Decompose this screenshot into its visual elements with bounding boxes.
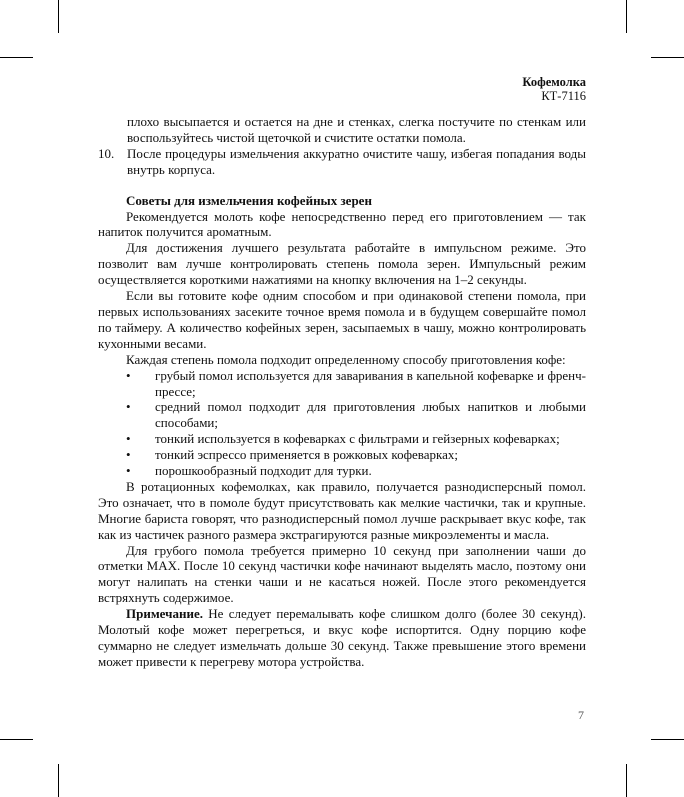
item-text: После процедуры измельчения аккуратно очистите чашу, избегая попадания воды внутрь корпуса. [127, 145, 586, 177]
list-item: • средний помол подходит для приготовления любых напитков и любыми способами; [126, 399, 586, 431]
crop-mark-top-left [58, 0, 59, 33]
list-item: • тонкий используется в кофеварках с фильтрами и гейзерных кофеварках; [126, 431, 560, 447]
bullet-icon: • [126, 447, 131, 463]
item-number: 10. [98, 145, 115, 161]
crop-mark-bottom-left [58, 764, 59, 797]
bullet-icon: • [126, 463, 131, 479]
bullet-icon: • [126, 367, 131, 383]
page-header [522, 75, 586, 103]
header-model: КТ-7116 [541, 89, 586, 103]
note-text: Не следует перемалывать кофе слишком долго (более 30 секунд). Молотый кофе может перегреться, и вкус кофе испортится. Одну порцию кофе суммарно не следует измельчать дольше 30 секунд. Также превышение этого времени может привести к перегреву мотора устройства. [98, 606, 586, 669]
section-heading: Советы для измельчения кофейных зерен [126, 192, 372, 208]
bullet-icon: • [126, 399, 131, 415]
page-content [98, 114, 586, 670]
crop-mark-bottom-right [626, 764, 627, 797]
note-paragraph [98, 606, 586, 670]
crop-mark-top-right [626, 0, 627, 33]
paragraph: Рекомендуется молоть кофе непосредственно перед его приготовлением — так напиток получится ароматным. [98, 208, 586, 240]
crop-mark-left-top [0, 57, 33, 58]
header-product: Кофемолка [522, 75, 586, 89]
note-label: Примечание. [126, 606, 203, 622]
paragraph: Каждая степень помола подходит определенному способу приготовления кофе: [126, 351, 566, 367]
numbered-item-10 [98, 146, 586, 178]
list-item: • тонкий эспрессо применяется в рожковых кофеварках; [126, 447, 459, 463]
paragraph: Для грубого помола требуется примерно 10 секунд при заполнении чаши до отметки MAX. После 10 секунд частички кофе начинают выделять масло, поэтому они могут налипать на стенки чаши и не касаться ножей. После этого рекомендуется встряхнуть содержимое. [98, 542, 586, 606]
page-number: 7 [578, 708, 584, 722]
bullet-icon: • [126, 431, 131, 447]
crop-mark-right-bottom [651, 739, 684, 740]
paragraph: В ротационных кофемолках, как правило, получается разнодисперсный помол. Это означает, что в помоле будут присутствовать как мелкие частички, так и крупные. Многие бариста говорят, что разнодисперсный помол лучше раскрывает вкус кофе, так как из частичек разного размера экстрагируются разные микроэлементы и масла. [98, 478, 586, 542]
list-item: • порошкообразный подходит для турки. [126, 463, 372, 479]
crop-mark-right-top [651, 57, 684, 58]
grind-levels-list [98, 368, 586, 479]
list-item: • грубый помол используется для заваривания в капельной кофеварке и френч-прессе; [126, 367, 586, 399]
crop-mark-left-bottom [0, 739, 33, 740]
continued-text: плохо высыпается и остается на дне и стенках, слегка постучите по стенкам или воспользуйтесь чистой щеточкой и счистите остатки помола. [127, 114, 586, 145]
paragraph: Для достижения лучшего результата работайте в импульсном режиме. Это позволит вам лучше контролировать степень помола зерен. Импульсный режим осуществляется короткими нажатиями на кнопку включения на 1–2 секунды. [98, 240, 586, 288]
paragraph: Если вы готовите кофе одним способом и при одинаковой степени помола, при первых использованиях засеките точное время помола и в будущем совершайте помол по таймеру. А количество кофейных зерен, засыпаемых в чашу, можно контролировать кухонными весами. [98, 288, 586, 351]
